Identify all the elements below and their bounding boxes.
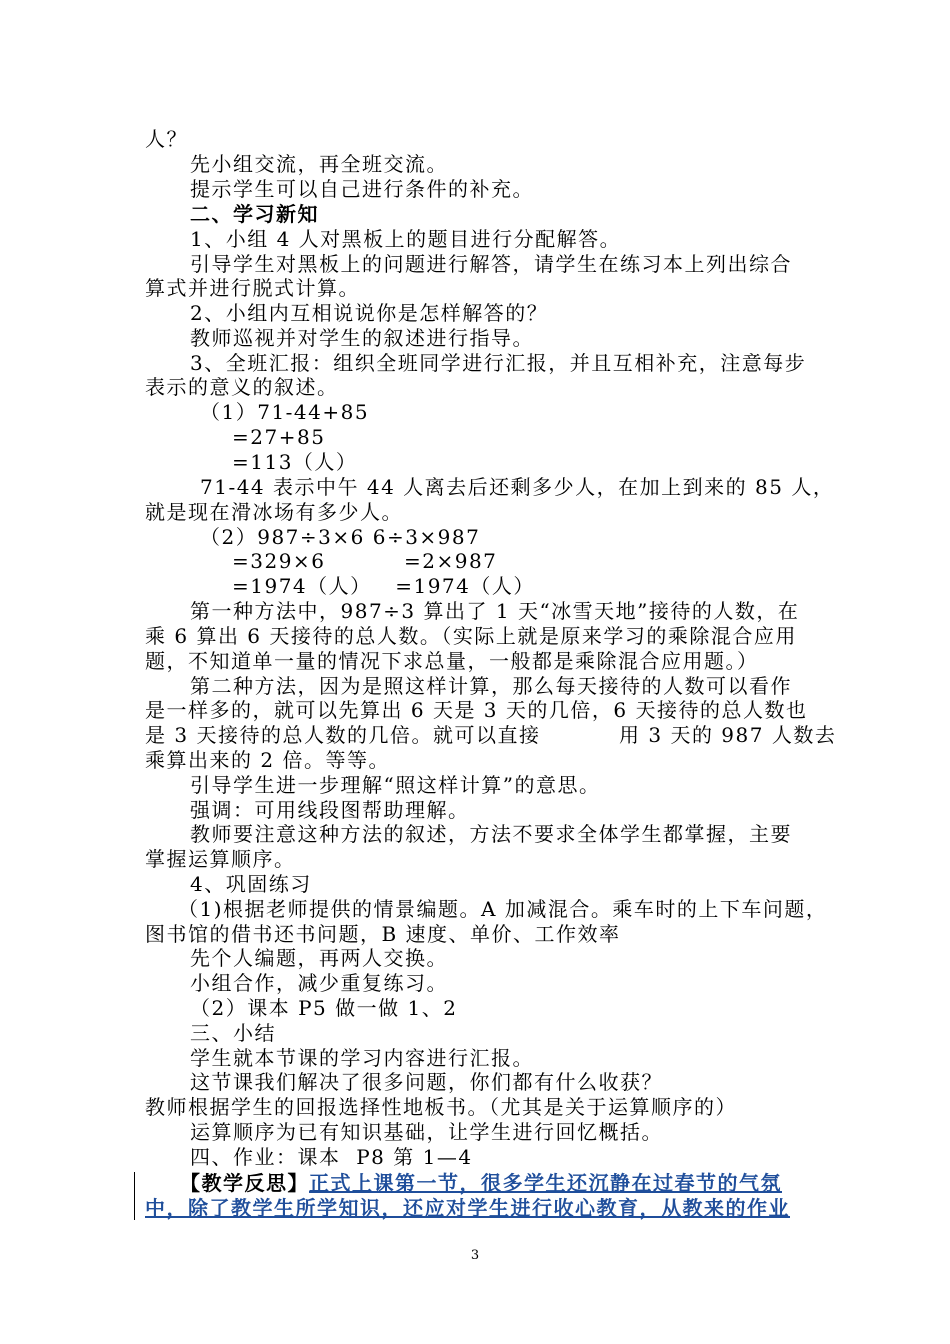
text-line: 小组合作，减少重复练习。 — [190, 971, 448, 995]
formula-line: （1）71-44+85 — [200, 400, 370, 424]
formula-line: =329×6 =2×987 — [232, 549, 498, 573]
text-line: （2）课本 P5 做一做 1、2 — [190, 996, 458, 1020]
formula-line: （2）987÷3×6 6÷3×987 — [200, 525, 481, 549]
text-line: 人？ — [145, 127, 188, 151]
reflection-margin-bar — [134, 1172, 135, 1220]
reflection-line — [180, 1171, 782, 1195]
text-line: 第二种方法，因为是照这样计算，那么每天接待的人数可以看作 — [190, 674, 792, 698]
text-line: 2、小组内互相说说你是怎样解答的？ — [190, 301, 549, 325]
text-line: 第一种方法中，987÷3 算出了 1 天“冰雪天地”接待的人数，在 — [190, 599, 800, 623]
text-line: （1)根据老师提供的情景编题。A 加减混合。乘车时的上下车问题， — [178, 897, 828, 921]
section-heading: 二、学习新知 — [190, 202, 319, 226]
formula-line: =113（人） — [232, 450, 358, 474]
text-line: 运算顺序为已有知识基础，让学生进行回忆概括。 — [190, 1120, 663, 1144]
text-line: 先小组交流，再全班交流。 — [190, 152, 448, 176]
text-line: 乘 6 算出 6 天接待的总人数。（实际上就是原来学习的乘除混合应用 — [145, 624, 797, 648]
text-line: 是一样多的，就可以先算出 6 天是 3 天的几倍，6 天接待的总人数也 — [145, 698, 808, 722]
text-line: 先个人编题，再两人交换。 — [190, 946, 448, 970]
text-line: 图书馆的借书还书问题，B 速度、单价、工作效率 — [145, 922, 621, 946]
text-line: 这节课我们解决了很多问题，你们都有什么收获？ — [190, 1070, 663, 1094]
text-line: 掌握运算顺序。 — [145, 847, 296, 871]
formula-line: =1974（人） =1974（人） — [232, 574, 535, 598]
text-line: 强调：可用线段图帮助理解。 — [190, 798, 470, 822]
text-line: 教师根据学生的回报选择性地板书。（尤其是关于运算顺序的） — [145, 1095, 737, 1119]
text-line: 乘算出来的 2 倍。等等。 — [145, 748, 390, 772]
text-line: 学生就本节课的学习内容进行汇报。 — [190, 1046, 534, 1070]
text-line: 3、全班汇报：组织全班同学进行汇报，并且互相补充，注意每步 — [190, 351, 807, 375]
reflection-text: 中，除了教学生所学知识，还应对学生进行收心教育，从教来的作业 — [145, 1196, 790, 1220]
text-line: 教师要注意这种方法的叙述，方法不要求全体学生都掌握，主要 — [190, 822, 792, 846]
text-line: 算式并进行脱式计算。 — [145, 276, 360, 300]
text-line: 4、巩固练习 — [190, 872, 312, 896]
text-line: 就是现在滑冰场有多少人。 — [145, 500, 403, 524]
text-line: 教师巡视并对学生的叙述进行指导。 — [190, 326, 534, 350]
formula-line: =27+85 — [232, 425, 326, 449]
text-line: 1、小组 4 人对黑板上的题目进行分配解答。 — [190, 227, 622, 251]
text-line: 题，不知道单一量的情况下求总量，一般都是乘除混合应用题。） — [145, 649, 759, 673]
page-number: 3 — [470, 1248, 480, 1263]
section-heading: 三、小结 — [190, 1021, 276, 1045]
text-line: 四、作业：课本 P8 第 1—4 — [190, 1145, 473, 1169]
reflection-line — [145, 1196, 790, 1220]
text-line: 71-44 表示中午 44 人离去后还剩多少人，在加上到来的 85 人， — [200, 475, 835, 499]
text-line: 是 3 天接待的总人数的几倍。就可以直接 用 3 天的 987 人数去 — [145, 723, 837, 747]
text-line: 引导学生对黑板上的问题进行解答，请学生在练习本上列出综合 — [190, 252, 792, 276]
text-line: 提示学生可以自己进行条件的补充。 — [190, 177, 534, 201]
text-line: 表示的意义的叙述。 — [145, 375, 339, 399]
reflection-label: 【教学反思】 — [180, 1171, 309, 1195]
reflection-text: 正式上课第一节，很多学生还沉静在过春节的气氛 — [309, 1171, 782, 1195]
text-line: 引导学生进一步理解“照这样计算”的意思。 — [190, 773, 601, 797]
